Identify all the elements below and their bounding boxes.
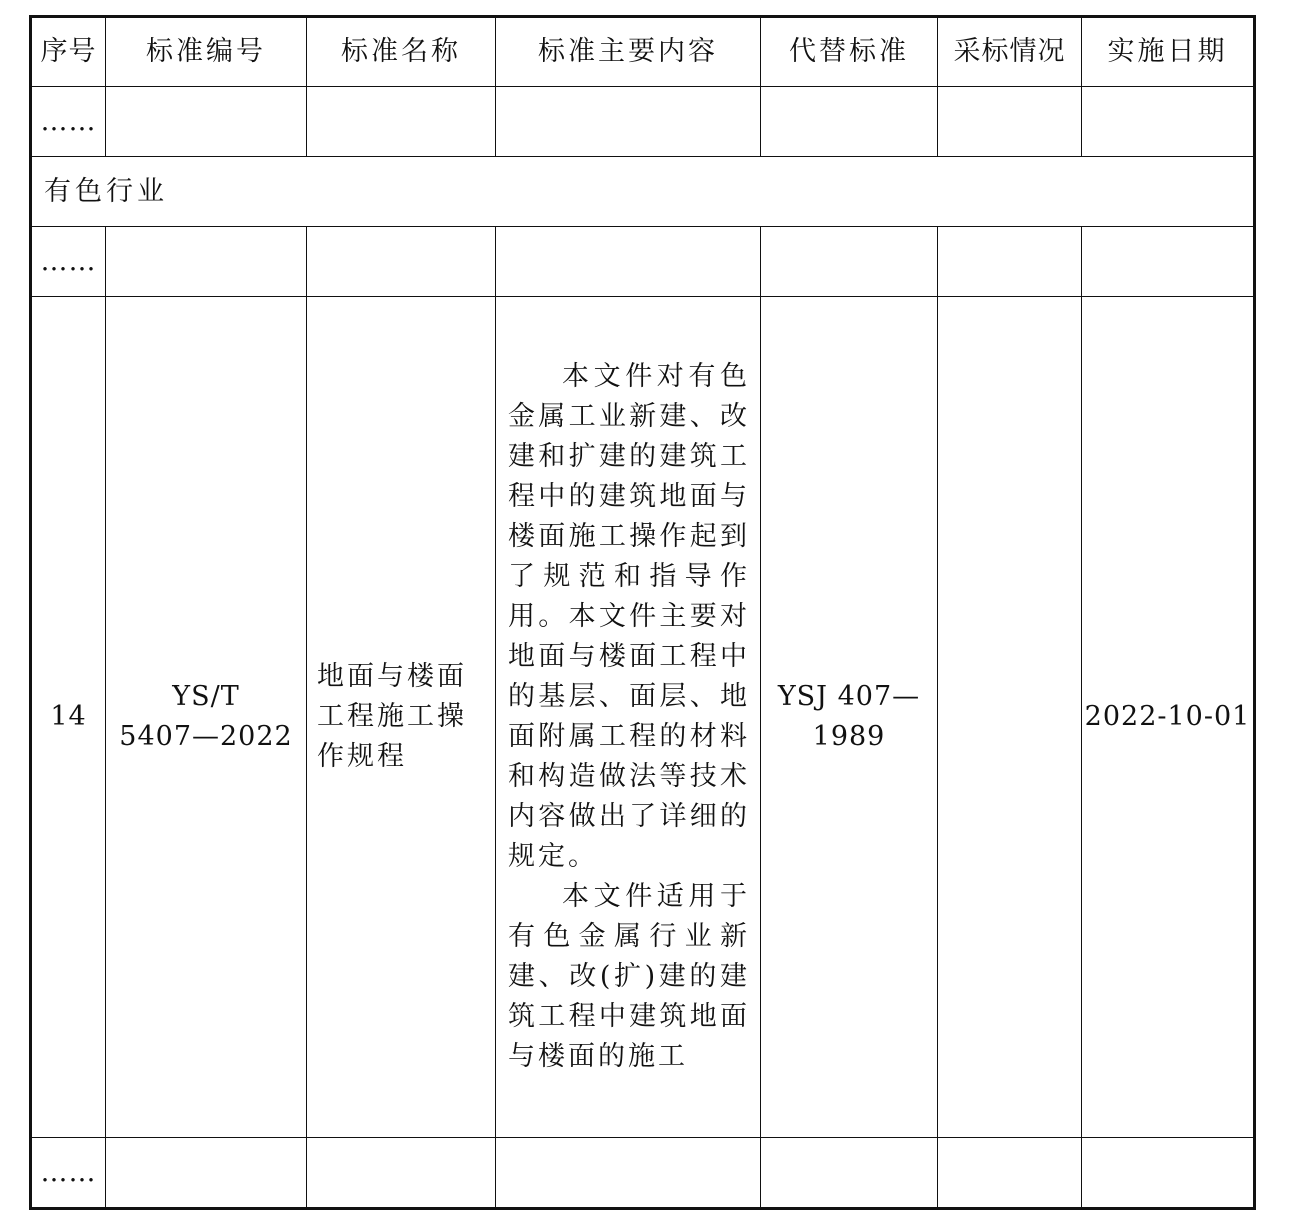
ellipsis-cell: …… xyxy=(31,87,106,157)
code-line-1: YS/T xyxy=(172,681,240,712)
empty-cell xyxy=(938,227,1082,297)
section-title: 有色行业 xyxy=(31,157,1255,227)
standards-table xyxy=(29,15,1256,1210)
empty-cell xyxy=(106,227,307,297)
header-seq: 序号 xyxy=(31,17,106,87)
empty-cell xyxy=(307,227,496,297)
empty-cell xyxy=(496,1138,761,1209)
header-name: 标准名称 xyxy=(307,17,496,87)
content-paragraph-1: 本文件对有色金属工业新建、改建和扩建的建筑工程中的建筑地面与楼面施工操作起到了规范和指导作用。本文件主要对地面与楼面工程中的基层、面层、地面附属工程的材料和构造做法等技术内容做出了详细的规定。 xyxy=(508,361,750,872)
empty-cell xyxy=(106,87,307,157)
header-content: 标准主要内容 xyxy=(496,17,761,87)
content-paragraph-2: 本文件适用于有色金属行业新建、改(扩)建的建筑工程中建筑地面与楼面的施工 xyxy=(508,881,750,1072)
empty-cell xyxy=(761,227,938,297)
ellipsis-cell: …… xyxy=(31,1138,106,1209)
empty-cell xyxy=(307,1138,496,1209)
empty-cell xyxy=(761,1138,938,1209)
header-date: 实施日期 xyxy=(1082,17,1255,87)
header-code: 标准编号 xyxy=(106,17,307,87)
date-cell: 2022-10-01 xyxy=(1082,297,1255,1138)
code-line-2: 5407—2022 xyxy=(119,721,293,752)
ellipsis-row xyxy=(31,227,1255,297)
replace-line-1: YSJ 407— xyxy=(777,681,921,712)
code-cell xyxy=(106,297,307,1138)
header-replace: 代替标准 xyxy=(761,17,938,87)
adoption-cell xyxy=(938,297,1082,1138)
content-cell xyxy=(496,297,761,1138)
ellipsis-cell: …… xyxy=(31,227,106,297)
empty-cell xyxy=(496,87,761,157)
empty-cell xyxy=(106,1138,307,1209)
name-cell: 地面与楼面工程施工操作规程 xyxy=(307,297,496,1138)
empty-cell xyxy=(938,1138,1082,1209)
header-row xyxy=(31,17,1255,87)
seq-cell: 14 xyxy=(31,297,106,1138)
empty-cell xyxy=(1082,227,1255,297)
section-row xyxy=(31,157,1255,227)
replace-cell xyxy=(761,297,938,1138)
empty-cell xyxy=(496,227,761,297)
table-row xyxy=(31,297,1255,1138)
empty-cell xyxy=(1082,1138,1255,1209)
ellipsis-row xyxy=(31,87,1255,157)
empty-cell xyxy=(307,87,496,157)
ellipsis-row xyxy=(31,1138,1255,1209)
empty-cell xyxy=(761,87,938,157)
empty-cell xyxy=(938,87,1082,157)
header-adoption: 采标情况 xyxy=(938,17,1082,87)
replace-line-2: 1989 xyxy=(812,721,886,752)
empty-cell xyxy=(1082,87,1255,157)
